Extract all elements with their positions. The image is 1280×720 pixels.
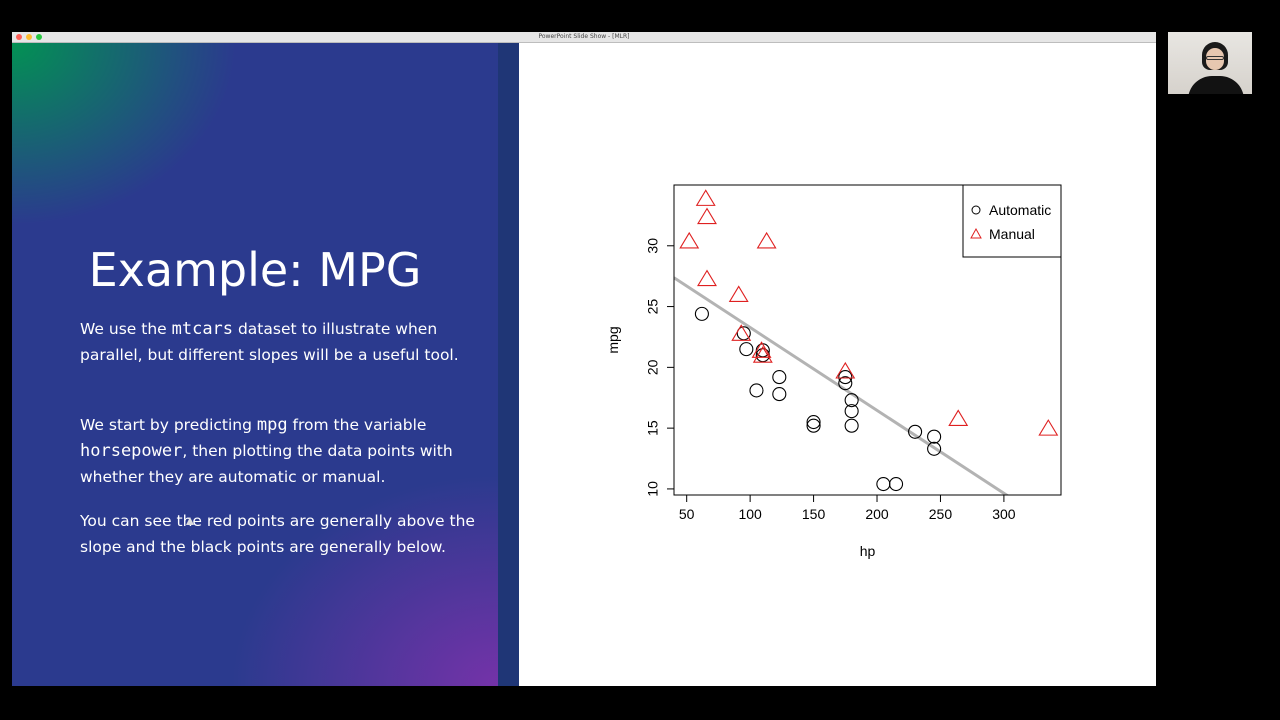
y-tick-label: 15 xyxy=(644,420,661,436)
automatic-point xyxy=(740,343,753,356)
manual-point xyxy=(949,410,967,425)
automatic-point xyxy=(773,371,786,384)
slide[interactable] xyxy=(12,43,1156,686)
paragraph-2-text-c: , then plotting the data points with whether they are automatic or manual. xyxy=(80,442,453,486)
mouse-cursor-icon xyxy=(186,517,194,525)
webcam-feed xyxy=(1168,32,1252,94)
x-tick-label: 300 xyxy=(992,506,1016,522)
paragraph-1-text-b: dataset to illustrate when parallel, but different slopes will be a useful tool. xyxy=(80,320,459,364)
manual-point xyxy=(697,190,715,205)
paragraph-1 xyxy=(80,316,480,368)
paragraph-2-text-a: We start by predicting xyxy=(80,416,257,434)
y-tick-label: 10 xyxy=(644,481,661,497)
manual-point xyxy=(680,233,698,248)
mpg-vs-hp-scatter-chart xyxy=(519,43,1156,686)
x-tick-label: 50 xyxy=(678,506,695,522)
paragraph-2-text-b: from the variable xyxy=(287,416,427,434)
slideshow-window xyxy=(12,32,1156,686)
y-tick-label: 30 xyxy=(644,237,661,254)
x-tick-label: 100 xyxy=(738,506,762,522)
slide-title: Example: MPG xyxy=(88,243,422,297)
code-mpg: mpg xyxy=(256,415,288,435)
automatic-point xyxy=(773,388,786,401)
manual-point xyxy=(730,286,748,301)
glasses-icon xyxy=(1206,56,1224,60)
automatic-point xyxy=(750,384,763,397)
manual-point xyxy=(1039,420,1057,435)
y-tick-label: 25 xyxy=(644,298,661,315)
code-mtcars: mtcars xyxy=(171,319,234,339)
manual-point xyxy=(698,271,716,286)
y-axis-label: mpg xyxy=(605,326,621,354)
person-shoulders xyxy=(1188,76,1244,94)
y-tick-label: 20 xyxy=(644,359,661,376)
automatic-point xyxy=(695,307,708,320)
automatic-point xyxy=(890,478,903,491)
automatic-point xyxy=(807,419,820,432)
x-tick-label: 250 xyxy=(928,506,953,522)
panel-divider xyxy=(498,43,519,686)
x-tick-label: 150 xyxy=(801,506,826,522)
paragraph-2 xyxy=(80,412,480,490)
x-axis-label: hp xyxy=(859,543,876,559)
manual-point xyxy=(758,233,776,248)
regression-line xyxy=(674,278,1061,531)
code-horsepower: horsepower xyxy=(80,441,183,461)
window-titlebar xyxy=(12,32,1156,43)
automatic-point xyxy=(877,478,890,491)
legend-manual-label: Manual xyxy=(989,226,1035,242)
x-tick-label: 200 xyxy=(865,506,889,522)
slide-text-panel xyxy=(12,43,498,686)
window-title: PowerPoint Slide Show - [MLR] xyxy=(538,33,630,40)
legend-box xyxy=(963,185,1061,257)
automatic-point xyxy=(845,419,858,432)
paragraph-1-text-a: We use the xyxy=(80,320,172,338)
automatic-point xyxy=(928,430,941,443)
automatic-point xyxy=(807,416,820,429)
paragraph-3: You can see the red points are generally above the slope and the black points are generally below. xyxy=(80,512,475,556)
legend-automatic-label: Automatic xyxy=(989,202,1052,218)
manual-point xyxy=(698,209,716,224)
